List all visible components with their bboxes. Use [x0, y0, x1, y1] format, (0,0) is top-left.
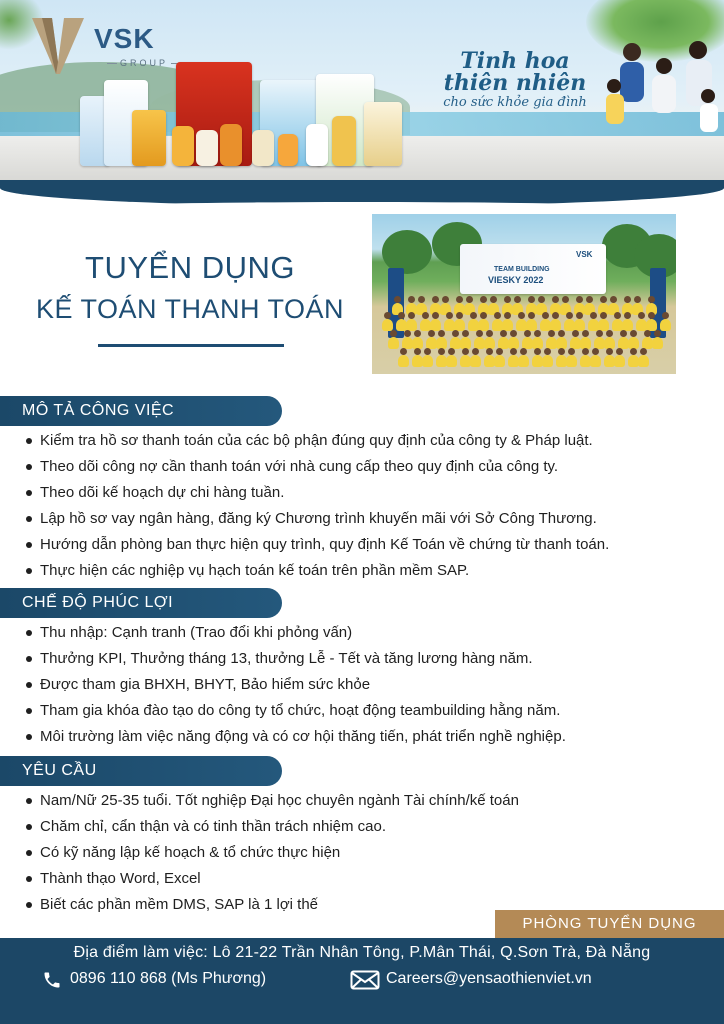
person-head	[452, 330, 459, 337]
list-item: Thưởng KPI, Thưởng tháng 13, thưởng Lễ - Tết và tăng lương hàng năm.	[20, 646, 566, 672]
slogan-line-3: cho sức khỏe gia đình	[443, 95, 587, 110]
person-head	[654, 330, 661, 337]
person-head	[510, 348, 517, 355]
phone-icon	[42, 969, 62, 991]
person-head	[384, 312, 391, 319]
person-head	[576, 296, 583, 303]
product-box	[132, 110, 166, 166]
person-head	[582, 330, 589, 337]
person-head	[600, 312, 607, 319]
person-head	[428, 330, 435, 337]
phone-number-link[interactable]: 0896 110 868 (Ms Phương)	[70, 970, 267, 987]
list-item: Tham gia khóa đào tạo do công ty tổ chức, hoạt động teambuilding hằng năm.	[20, 698, 566, 724]
person-head	[640, 348, 647, 355]
list-item: Môi trường làm việc năng động và có cơ hội thăng tiến, phát triển nghề nghiệp.	[20, 724, 566, 750]
list-item: Biết các phần mềm DMS, SAP là 1 lợi thế	[20, 892, 519, 918]
person-head	[500, 330, 507, 337]
person-head	[528, 296, 535, 303]
section-heading-text: CHẾ ĐỘ PHÚC LỢI	[22, 594, 174, 611]
person-head	[504, 296, 511, 303]
email-link[interactable]: Careers@yensaothienviet.vn	[386, 970, 592, 987]
person-head	[562, 296, 569, 303]
banner-logo: VSK	[576, 250, 593, 259]
person-head	[566, 312, 573, 319]
slogan	[420, 50, 610, 112]
list-item: Lập hồ sơ vay ngân hàng, đăng ký Chương trình khuyến mãi với Sở Công Thương.	[20, 506, 609, 532]
person-head	[456, 312, 463, 319]
person-head	[590, 312, 597, 319]
person-head	[442, 296, 449, 303]
person-head	[616, 348, 623, 355]
person-head	[462, 330, 469, 337]
person-head	[472, 348, 479, 355]
person-head	[638, 312, 645, 319]
person-body	[470, 355, 481, 367]
family-photo	[602, 38, 724, 136]
list-item: Theo dõi công nợ cần thanh toán với nhà cung cấp theo quy định của công ty.	[20, 454, 609, 480]
product-jar	[196, 130, 218, 166]
person-head	[568, 348, 575, 355]
list-item: Chăm chỉ, cẩn thận và có tinh thần trách nhiệm cao.	[20, 814, 519, 840]
product-jar	[172, 126, 194, 166]
slogan-line-2: thiên nhiên	[443, 70, 587, 96]
person-body	[638, 355, 649, 367]
department-label: PHÒNG TUYỂN DỤNG	[522, 915, 697, 932]
person-head	[476, 330, 483, 337]
person-head	[432, 296, 439, 303]
person-head	[558, 330, 565, 337]
product-lineup-image	[80, 48, 412, 166]
list-item: Thành thạo Word, Excel	[20, 866, 519, 892]
crowd	[378, 292, 674, 374]
person-head	[518, 312, 525, 319]
product-jar	[332, 116, 356, 166]
list-item: Được tham gia BHXH, BHYT, Bảo hiểm sức khỏe	[20, 672, 566, 698]
job-title: KẾ TOÁN THANH TOÁN	[35, 294, 345, 324]
list-item: Thực hiện các nghiệp vụ hạch toán kế toán trên phần mềm SAP.	[20, 558, 609, 584]
product-box	[364, 102, 402, 166]
person-head	[614, 312, 621, 319]
person-head	[404, 330, 411, 337]
person-head	[398, 312, 405, 319]
slogan-line-1: Tinh hoa	[460, 48, 570, 74]
person-body	[398, 355, 409, 367]
banner-text: VIESKY 2022	[488, 275, 544, 285]
person-head	[558, 348, 565, 355]
person-head	[576, 312, 583, 319]
person-head	[510, 330, 517, 337]
person-head	[524, 330, 531, 337]
person-head	[648, 296, 655, 303]
person-head	[544, 348, 551, 355]
brand-name: VSK	[94, 23, 155, 54]
person-head	[432, 312, 439, 319]
person-head	[480, 296, 487, 303]
person-head	[462, 348, 469, 355]
department-tab	[495, 910, 724, 938]
person-head	[662, 312, 669, 319]
person-head	[408, 296, 415, 303]
person-head	[490, 296, 497, 303]
person-head	[582, 348, 589, 355]
person-head	[456, 296, 463, 303]
vsk-logo-icon	[30, 16, 86, 76]
person-head	[486, 330, 493, 337]
list-item: Thu nhập: Cạnh tranh (Trao đổi khi phỏng vấn)	[20, 620, 566, 646]
person-head	[648, 312, 655, 319]
person-head	[414, 330, 421, 337]
product-jar	[278, 134, 298, 166]
person-head	[438, 348, 445, 355]
section-heading-benefits	[0, 588, 282, 618]
person-head	[394, 296, 401, 303]
section-heading-job-description	[0, 396, 282, 426]
person-head	[606, 330, 613, 337]
person-head	[504, 312, 511, 319]
person-head	[586, 296, 593, 303]
person-head	[634, 296, 641, 303]
person-head	[424, 348, 431, 355]
job-description-list	[20, 428, 609, 584]
person-head	[592, 348, 599, 355]
person-head	[610, 296, 617, 303]
banner-text: TEAM BUILDING	[494, 266, 550, 273]
person-head	[390, 330, 397, 337]
benefits-list	[20, 620, 566, 750]
list-item: Kiểm tra hồ sơ thanh toán của các bộ phận đúng quy định của công ty & Pháp luật.	[20, 428, 609, 454]
person-head	[408, 312, 415, 319]
person-head	[494, 312, 501, 319]
requirements-list	[20, 788, 519, 918]
person-body	[518, 355, 529, 367]
person-head	[600, 296, 607, 303]
team-building-photo	[372, 214, 676, 374]
person-head	[624, 296, 631, 303]
section-heading-text: YÊU CẦU	[22, 762, 97, 779]
person-head	[606, 348, 613, 355]
person-body	[566, 355, 577, 367]
product-jar	[220, 124, 242, 166]
person-head	[552, 312, 559, 319]
person-head	[644, 330, 651, 337]
person-head	[572, 330, 579, 337]
person-head	[466, 296, 473, 303]
person-head	[534, 330, 541, 337]
person-head	[542, 312, 549, 319]
person-head	[446, 312, 453, 319]
person-head	[534, 348, 541, 355]
section-heading-requirements	[0, 756, 282, 786]
person-head	[514, 296, 521, 303]
list-item: Nam/Nữ 25-35 tuổi. Tốt nghiệp Đại học chuyên ngành Tài chính/kế toán	[20, 788, 519, 814]
person-head	[630, 348, 637, 355]
person-head	[552, 296, 559, 303]
product-jar	[306, 124, 328, 166]
person-head	[496, 348, 503, 355]
list-item: Có kỹ năng lập kế hoạch & tổ chức thực hiện	[20, 840, 519, 866]
person-head	[596, 330, 603, 337]
person-head	[486, 348, 493, 355]
person-head	[624, 312, 631, 319]
person-body	[542, 355, 553, 367]
person-head	[414, 348, 421, 355]
person-head	[480, 312, 487, 319]
section-heading-text: MÔ TẢ CÔNG VIỆC	[22, 402, 175, 419]
person-head	[400, 348, 407, 355]
list-item: Theo dõi kế hoạch dự chi hàng tuần.	[20, 480, 609, 506]
person-head	[528, 312, 535, 319]
person-head	[438, 330, 445, 337]
person-body	[494, 355, 505, 367]
mail-icon	[350, 970, 380, 990]
person-body	[382, 319, 393, 331]
header-banner	[0, 0, 724, 180]
person-head	[418, 296, 425, 303]
person-head	[538, 296, 545, 303]
work-address: Địa điểm làm việc: Lô 21-22 Trần Nhân Tông, P.Mân Thái, Q.Sơn Trà, Đà Nẵng	[73, 944, 651, 961]
person-body	[660, 319, 671, 331]
product-jar	[252, 130, 274, 166]
person-head	[448, 348, 455, 355]
person-head	[620, 330, 627, 337]
person-body	[590, 355, 601, 367]
list-item: Hướng dẫn phòng ban thực hiện quy trình, quy định Kế Toán về chứng từ thanh toán.	[20, 532, 609, 558]
page-title: TUYỂN DỤNG	[85, 250, 295, 285]
person-head	[548, 330, 555, 337]
person-body	[446, 355, 457, 367]
person-body	[614, 355, 625, 367]
header-divider-band	[0, 180, 724, 206]
brand-sub: GROUP	[104, 58, 184, 68]
title-underline	[98, 344, 284, 347]
person-head	[470, 312, 477, 319]
person-head	[520, 348, 527, 355]
person-head	[630, 330, 637, 337]
person-body	[388, 337, 399, 349]
person-body	[652, 337, 663, 349]
person-body	[422, 355, 433, 367]
person-head	[422, 312, 429, 319]
